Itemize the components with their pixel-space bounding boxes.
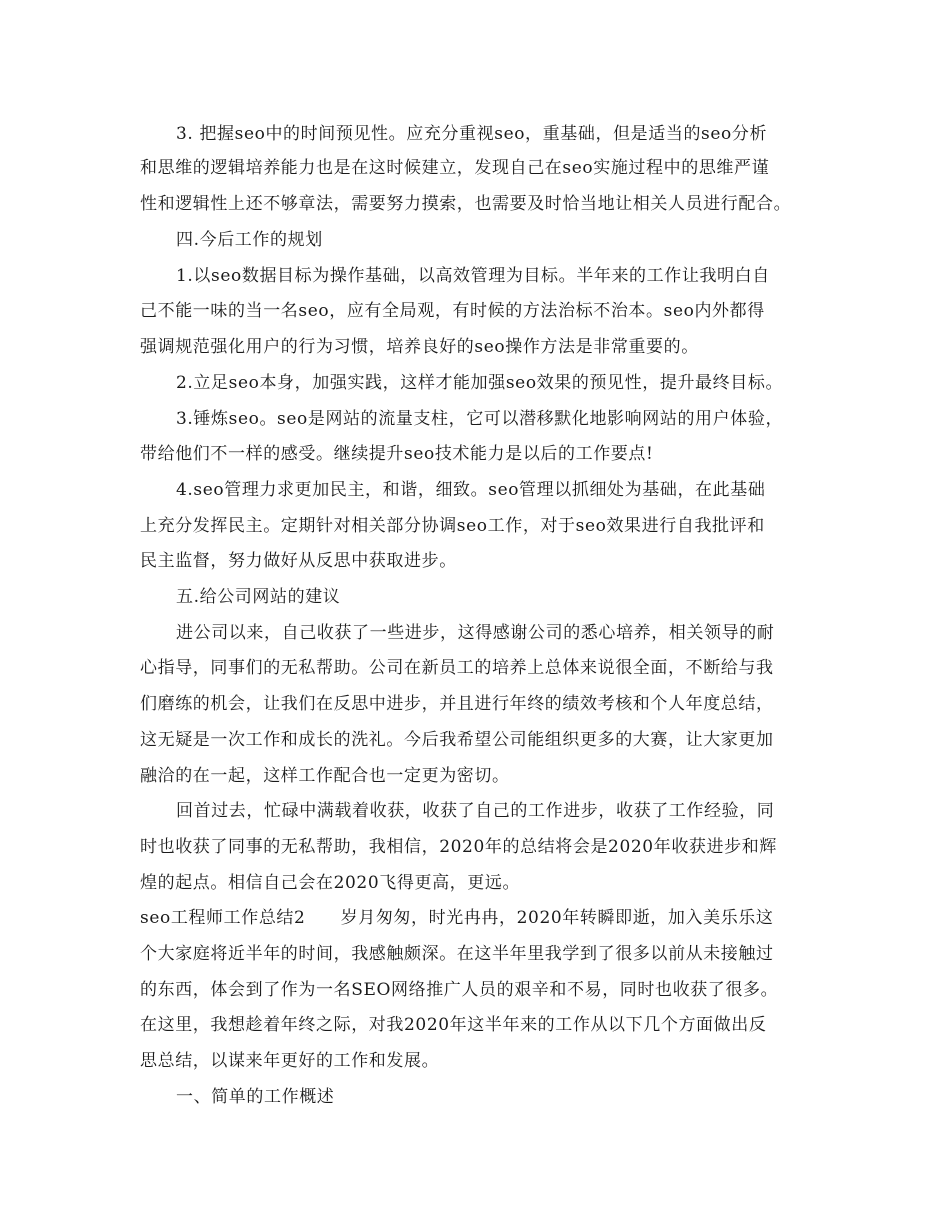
text-line: 3.锤炼seo。seo是网站的流量支柱，它可以潜移默化地影响网站的用户体验， — [176, 409, 784, 429]
text-line: 带给他们不一样的感受。继续提升seo技术能力是以后的工作要点! — [140, 444, 654, 464]
text-line: 在这里，我想趁着年终之际，对我2020年这半年来的工作从以下几个方面做出反 — [140, 1015, 767, 1035]
text-line: 3. 把握seo中的时间预见性。应充分重视seo，重基础，但是适当的seo分析 — [176, 124, 768, 144]
text-line: 性和逻辑性上还不够章法，需要努力摸索，也需要及时恰当地让相关人员进行配合。 — [140, 194, 792, 214]
text-line: 的东西，体会到了作为一名SEO网络推广人员的艰辛和不易，同时也收获了很多。 — [140, 980, 779, 1000]
text-line: 融洽的在一起，这样工作配合也一定更为密切。 — [140, 766, 510, 786]
text-line: 1.以seo数据目标为操作基础，以高效管理为目标。半年来的工作让我明白自 — [176, 266, 770, 286]
text-line: 回首过去，忙碌中满载着收获，收获了自己的工作进步，收获了工作经验，同 — [176, 801, 775, 821]
text-line: 民主监督，努力做好从反思中获取进步。 — [140, 551, 457, 571]
text-line: 这无疑是一次工作和成长的洗礼。今后我希望公司能组织更多的大赛，让大家更加 — [140, 730, 774, 750]
text-line: 上充分发挥民主。定期针对相关部分协调seo工作，对于seo效果进行自我批评和 — [140, 516, 765, 536]
text-line: 进公司以来，自己收获了一些进步，这得感谢公司的悉心培养，相关领导的耐 — [176, 623, 775, 643]
text-line: 们磨练的机会，让我们在反思中进步，并且进行年终的绩效考核和个人年度总结， — [140, 694, 774, 714]
text-line: 己不能一味的当一名seo，应有全局观，有时候的方法治标不治本。seo内外都得 — [140, 301, 765, 321]
section-heading: 四.今后工作的规划 — [176, 230, 323, 250]
text-line: seo工程师工作总结2 岁月匆匆，时光冉冉，2020年转瞬即逝，加入美乐乐这 — [140, 908, 774, 928]
text-line: 4.seo管理力求更加民主，和谐，细致。seo管理以抓细处为基础，在此基础 — [176, 480, 766, 500]
text-line: 和思维的逻辑培养能力也是在这时候建立，发现自己在seo实施过程中的思维严谨 — [140, 158, 770, 178]
text-line: 个大家庭将近半年的时间，我感触颇深。在这半年里我学到了很多以前从未接触过 — [140, 944, 774, 964]
text-line: 煌的起点。相信自己会在2020飞得更高，更远。 — [140, 873, 521, 893]
text-line: 时也收获了同事的无私帮助，我相信，2020年的总结将会是2020年收获进步和辉 — [140, 837, 777, 857]
text-line: 2.立足seo本身，加强实践，这样才能加强seo效果的预见性，提升最终目标。 — [176, 373, 784, 393]
text-line: 思总结，以谋来年更好的工作和发展。 — [140, 1051, 440, 1071]
section-heading: 五.给公司网站的建议 — [176, 587, 341, 607]
text-line: 心指导，同事们的无私帮助。公司在新员工的培养上总体来说很全面，不断给与我 — [140, 658, 774, 678]
text-line: 强调规范强化用户的行为习惯，培养良好的seo操作方法是非常重要的。 — [140, 337, 699, 357]
section-heading: 一、简单的工作概述 — [176, 1087, 335, 1107]
